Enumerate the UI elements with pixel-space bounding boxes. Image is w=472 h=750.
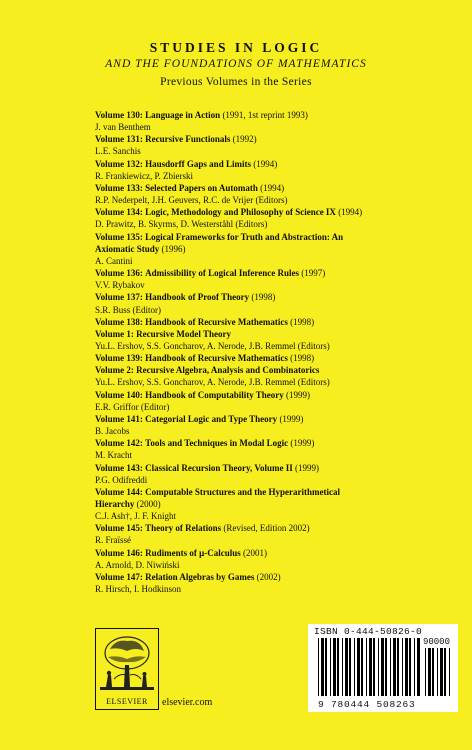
volume-year: (1998) <box>251 292 276 303</box>
volume-heading <box>95 158 455 170</box>
volume-year: (1992) <box>232 134 257 145</box>
volume-number: Volume 130: <box>95 110 143 120</box>
volume-heading <box>95 109 455 121</box>
barcode-bar <box>345 638 348 696</box>
volume-authors: R. Fraïssé <box>95 535 131 546</box>
barcode-bar <box>361 638 363 696</box>
volume-authors: A. Cantini <box>95 255 133 266</box>
volume-title: Handbook of Recursive Mathematics <box>145 316 288 327</box>
volume-title-continued: Hierarchy <box>95 499 135 509</box>
volume-number: Volume 1: <box>95 328 134 339</box>
barcode-bar <box>417 638 420 696</box>
logo-wordmark: ELSEVIER <box>106 697 148 706</box>
volume-heading <box>95 413 455 425</box>
barcode-bar <box>437 648 438 696</box>
barcode-bar <box>405 638 408 696</box>
volume-title: Handbook of Recursive Mathematics <box>145 353 288 364</box>
volume-authors: P.G. Odifreddi <box>95 474 148 485</box>
barcode-bar <box>325 638 327 696</box>
volume-entry <box>95 486 455 522</box>
volume-entry <box>95 267 455 291</box>
ean-digits: 9 780444 508263 <box>318 699 416 710</box>
volume-year: (1994) <box>260 182 285 193</box>
volume-title: Hausdorff Gaps and Limits <box>145 158 251 169</box>
volume-heading <box>95 133 455 145</box>
volume-year: (2002) <box>256 571 281 582</box>
volume-year: (1998) <box>290 353 315 364</box>
volume-heading <box>95 352 455 364</box>
volume-entry <box>95 316 455 328</box>
barcode-bar <box>402 638 403 696</box>
volume-authors: M. Kracht <box>95 450 132 461</box>
volume-authors: V.V. Rybakov <box>95 280 145 291</box>
barcode-bar <box>432 648 434 696</box>
barcode-bar <box>373 638 375 696</box>
ean-barcode <box>318 638 422 696</box>
series-title: STUDIES IN LOGIC <box>149 40 323 55</box>
volume-authors: E.R. Griffor (Editor) <box>95 401 170 412</box>
price-addon: 90000 <box>422 637 450 647</box>
volume-entry <box>95 522 455 546</box>
volume-entry <box>95 352 455 364</box>
volume-authors: D. Prawitz, B. Skyrms, D. Westerståhl (Editors) <box>95 219 268 230</box>
barcode-bar <box>390 638 391 696</box>
volume-heading <box>95 389 455 401</box>
volume-entry <box>95 291 455 315</box>
volume-year: (1999) <box>295 462 320 473</box>
volume-heading <box>95 206 455 218</box>
volume-title: Computable Structures and the Hyperarithmetical <box>145 486 340 497</box>
volume-title: Rudiments of μ-Calculus <box>145 547 241 558</box>
volume-year: (1999) <box>286 389 311 400</box>
volume-title: Logical Frameworks for Truth and Abstraction: An <box>145 231 344 242</box>
volume-title: Language in Action <box>145 110 221 120</box>
volume-title: Classical Recursion Theory, Volume II <box>145 462 293 473</box>
volume-heading <box>95 571 455 583</box>
barcode-bar <box>354 638 355 696</box>
volume-number: Volume 133: <box>95 182 143 193</box>
barcode-bar <box>449 648 450 696</box>
volume-entry <box>95 182 455 206</box>
barcode-bar <box>357 638 360 696</box>
elsevier-logo <box>95 628 159 710</box>
volume-entry <box>95 413 455 437</box>
volume-entry <box>95 328 455 352</box>
barcode-bar <box>318 638 319 696</box>
barcode-bar <box>366 638 367 696</box>
barcode-bar <box>425 648 426 696</box>
barcode-bar <box>444 648 446 696</box>
volume-number: Volume 140: <box>95 389 143 400</box>
volume-authors: Yu.L. Ershov, S.S. Goncharov, A. Nerode, J.B. Remmel (Editors) <box>95 340 330 351</box>
volume-authors: R.P. Nederpelt, J.H. Geuvers, R.C. de Vrijer (Editors) <box>95 195 288 206</box>
series-caption: Previous Volumes in the Series <box>160 76 312 88</box>
volume-authors: R. Frankiewicz, P. Zbierski <box>95 170 193 181</box>
volume-number: Volume 137: <box>95 292 143 303</box>
addon-barcode <box>425 648 451 696</box>
volume-heading <box>95 267 455 279</box>
volume-entry <box>95 437 455 461</box>
volume-title: Recursive Functionals <box>145 134 231 145</box>
volume-number: Volume 135: <box>95 231 143 242</box>
volume-heading <box>95 291 455 303</box>
volume-entry <box>95 109 455 133</box>
volume-authors: S.R. Buss (Editor) <box>95 304 162 315</box>
volume-entry <box>95 231 455 267</box>
volume-heading <box>95 316 455 328</box>
volume-heading <box>95 328 455 340</box>
volume-year: (2000) <box>136 499 161 509</box>
volume-heading <box>95 522 455 534</box>
volume-year: (Revised, Edition 2002) <box>223 523 310 534</box>
volume-heading-continued <box>95 243 455 255</box>
volume-title: Admissibility of Logical Inference Rules <box>145 268 300 279</box>
volume-number: Volume 136: <box>95 268 143 279</box>
volume-list <box>95 109 455 595</box>
volume-title: Selected Papers on Automath <box>145 182 258 193</box>
volume-number: Volume 138: <box>95 316 143 327</box>
volume-year: (1998) <box>290 316 315 327</box>
barcode-bar <box>342 638 343 696</box>
volume-heading <box>95 182 455 194</box>
volume-year: (1996) <box>161 243 186 254</box>
volume-authors: B. Jacobs <box>95 426 130 437</box>
volume-number: Volume 147: <box>95 571 143 582</box>
barcode-bar <box>385 638 387 696</box>
volume-title: Handbook of Proof Theory <box>145 292 250 303</box>
volume-year: (1999) <box>290 438 315 449</box>
barcode-bar <box>440 648 443 696</box>
volume-year: (1997) <box>301 268 326 279</box>
barcode-bar <box>397 638 399 696</box>
barcode-bar <box>349 638 351 696</box>
volume-entry <box>95 389 455 413</box>
barcode-bar <box>369 638 372 696</box>
volume-entry <box>95 364 455 388</box>
volume-year: (1999) <box>279 413 304 424</box>
volume-title: Categorial Logic and Type Theory <box>145 413 278 424</box>
barcode-bar <box>393 638 396 696</box>
volume-heading-continued <box>95 498 455 510</box>
volume-entry <box>95 462 455 486</box>
barcode-bar <box>378 638 379 696</box>
volume-number: Volume 145: <box>95 523 143 534</box>
volume-authors: L.E. Sanchis <box>95 146 141 157</box>
volume-entry <box>95 158 455 182</box>
volume-title: Theory of Relations <box>145 523 222 534</box>
volume-number: Volume 146: <box>95 547 143 558</box>
volume-year: (2001) <box>243 547 268 558</box>
volume-authors: Yu.L. Ershov, S.S. Goncharov, A. Nerode, J.B. Remmel (Editors) <box>95 377 330 388</box>
volume-number: Volume 134: <box>95 207 143 218</box>
volume-number: Volume 132: <box>95 158 143 169</box>
volume-entry <box>95 133 455 157</box>
barcode-panel <box>308 624 458 712</box>
volume-title: Logic, Methodology and Philosophy of Science IX <box>145 207 336 218</box>
volume-number: Volume 142: <box>95 438 143 449</box>
tree-icon <box>96 629 158 695</box>
volume-entry <box>95 206 455 230</box>
publisher-website: elsevier.com <box>162 697 213 708</box>
barcode-bar <box>337 638 339 696</box>
barcode-bar <box>333 638 336 696</box>
volume-title-continued: Axiomatic Study <box>95 243 160 254</box>
volume-entry <box>95 547 455 571</box>
barcode-bar <box>428 648 431 696</box>
volume-heading <box>95 547 455 559</box>
volume-number: Volume 144: <box>95 486 143 497</box>
volume-title: Tools and Techniques in Modal Logic <box>145 438 289 449</box>
volume-year: (1991, 1st reprint 1993) <box>222 110 308 120</box>
volume-heading <box>95 364 455 376</box>
volume-authors: A. Arnold, D. Niwiński <box>95 559 180 570</box>
volume-year: (1994) <box>338 207 363 218</box>
barcode-bar <box>321 638 324 696</box>
series-subtitle: AND THE FOUNDATIONS OF MATHEMATICS <box>105 58 367 70</box>
volume-title: Recursive Algebra, Analysis and Combinatorics <box>136 365 320 376</box>
volume-number: Volume 2: <box>95 365 134 376</box>
volume-year: (1994) <box>253 158 278 169</box>
barcode-bar <box>414 638 415 696</box>
volume-authors: R. Hirsch, I. Hodkinson <box>95 584 181 595</box>
volume-heading <box>95 437 455 449</box>
barcode-bar <box>381 638 384 696</box>
volume-number: Volume 139: <box>95 353 143 364</box>
volume-heading <box>95 231 455 243</box>
volume-heading <box>95 486 455 498</box>
volume-title: Relation Algebras by Games <box>145 571 255 582</box>
volume-authors: J. van Benthem <box>95 122 151 133</box>
volume-title: Handbook of Computability Theory <box>145 389 284 400</box>
volume-authors: C.J. Ash†, J. F. Knight <box>95 511 177 522</box>
barcode-bar <box>409 638 411 696</box>
volume-entry <box>95 571 455 595</box>
isbn-number: ISBN 0-444-50826-0 <box>314 626 423 637</box>
volume-number: Volume 141: <box>95 413 143 424</box>
volume-title: Recursive Model Theory <box>136 328 231 339</box>
volume-heading <box>95 462 455 474</box>
barcode-bar <box>330 638 331 696</box>
volume-number: Volume 131: <box>95 134 143 145</box>
volume-number: Volume 143: <box>95 462 143 473</box>
